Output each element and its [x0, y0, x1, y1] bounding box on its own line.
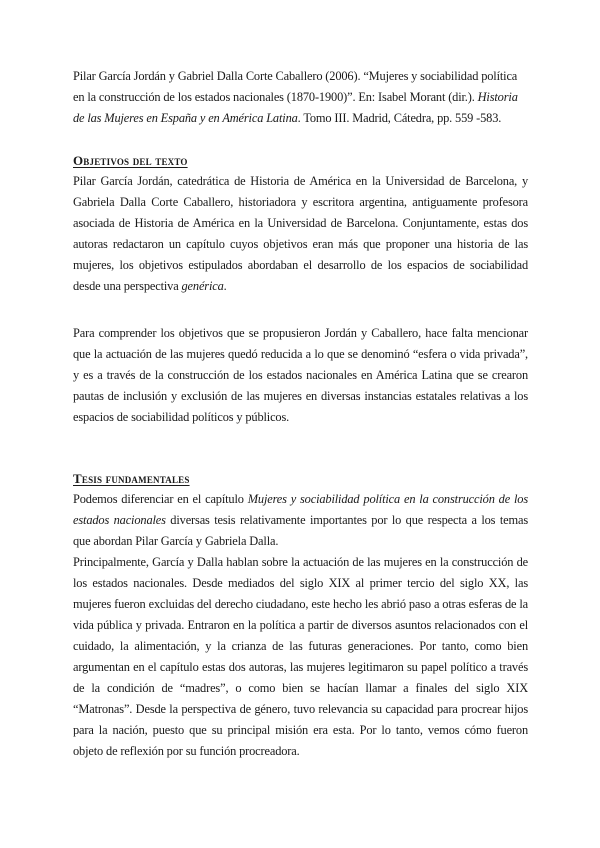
tesis-p1-chapter-title: Mujeres y sociabilidad política en la construcción de los estados nacionales: [73, 492, 528, 527]
citation: [73, 66, 528, 129]
heading-objetivos: Objetivos del texto: [73, 153, 188, 168]
objetivos-p1-text: Pilar García Jordán, catedrática de Historia de América en la Universidad de Barcelona, y Gabriela Dalla Corte Caballero, historiadora y escritora argentina, antiguamente profesora asociada de Historia de América en la Universidad de Barcelona. Conjuntamente, estas dos autoras redactaron un capítulo cuyos objetivos eran más que proponer una historia de las mujeres, los objetivos estipulados abordaban el desarrollo de los espacios de sociabilidad desde una perspectiva: [73, 174, 528, 293]
tesis-paragraph-2: Principalmente, García y Dalla hablan sobre la actuación de las mujeres en la construcción de los estados nacionales. Desde mediados del siglo XIX al primer tercio del siglo XX, las mujeres fueron excluidas del derecho ciudadano, este hecho les abrió paso a otras esferas de la vida pública y privada. Entraron en la política a partir de diversos asuntos relacionados con el cuidado, la alimentación, y la crianza de las futuras generaciones. Por tanto, como bien argumentan en el capítulo estas dos autoras, las mujeres legitimaron su papel político a través de la condición de “madres”, o como bien se hacían llamar a finales del siglo XIX “Matronas”. Desde la perspectiva de género, tuvo relevancia su capacidad para procrear hijos para la nación, puesto que su principal misión era esta. Por lo tanto, vemos cómo fueron objeto de reflexión por su función procreadora.: [73, 555, 528, 758]
tesis-p1-text: Podemos diferenciar en el capítulo: [73, 492, 248, 506]
document-page: [73, 66, 528, 762]
objetivos-paragraph-1: [73, 171, 528, 297]
tesis-paragraph-1: [73, 489, 528, 552]
citation-tail: . Tomo III. Madrid, Cátedra, pp. 559 -583.: [297, 111, 502, 125]
objetivos-p1-emphasis: genérica: [181, 279, 224, 293]
citation-authors: Pilar García Jordán y Gabriel Dalla Corte Caballero (2006). “Mujeres y sociabilidad política en la construcción de los estados nacionales (1870-1900)”. En: Isabel Morant (dir.).: [73, 69, 518, 104]
heading-tesis: Tesis fundamentales: [73, 471, 190, 486]
objetivos-paragraph-2: Para comprender los objetivos que se propusieron Jordán y Caballero, hace falta mencionar que la actuación de las mujeres quedó reducida a lo que se denominó “esfera o vida privada”, y es a través de la construcción de los estados nacionales en América Latina que se crearon pautas de inclusión y exclusión de las mujeres en diversas instancias estatales relativas a los espacios de sociabilidad políticos y públicos.: [73, 326, 528, 424]
citation-book-title: Historia de las Mujeres en España y en América Latina: [73, 90, 518, 125]
objetivos-p1-end: .: [223, 279, 227, 293]
tesis-p1-end: diversas tesis relativamente importantes por lo que respecta a los temas que abordan Pilar García y Gabriela Dalla.: [73, 513, 528, 548]
